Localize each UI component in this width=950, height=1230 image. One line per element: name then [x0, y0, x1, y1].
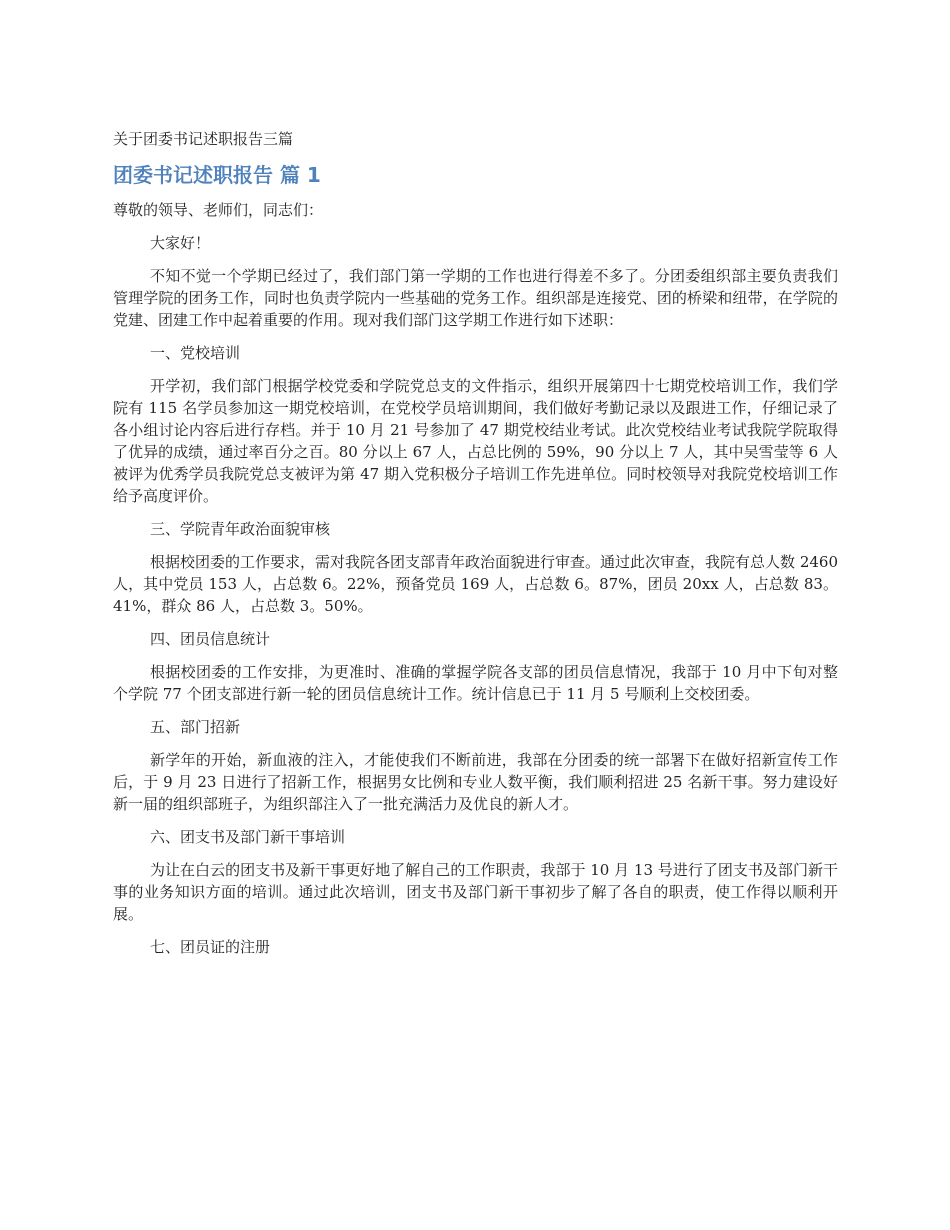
heading-member-statistics: 四、团员信息统计	[150, 630, 271, 648]
document-page	[113, 128, 838, 969]
paragraph-recruitment: 新学年的开始，新血液的注入，才能使我们不断前进，我部在分团委的统一部署下在做好招新宣传工作后，于 9 月 23 日进行了招新工作，根据男女比例和专业人数平衡，我们顺利招进 25 名新干事。努力建设好新一届的组织部班子，为组织部注入了一批充满活力及优良的新人才。	[113, 751, 838, 813]
heading-recruitment: 五、部门招新	[150, 718, 241, 736]
heading-member-card-registration: 七、团员证的注册	[150, 938, 271, 956]
heading-secretary-training: 六、团支书及部门新干事培训	[150, 828, 346, 846]
document-title: 关于团委书记述职报告三篇	[113, 130, 294, 148]
heading-political-status-review: 三、学院青年政治面貌审核	[150, 520, 331, 538]
paragraph-party-school-training: 开学初，我们部门根据学校党委和学院党总支的文件指示，组织开展第四十七期党校培训工作，我们学院有 115 名学员参加这一期党校培训，在党校学员培训期间，我们做好考勤记录以及跟进工作，仔细记录了各小组讨论内容后进行存档。并于 10 月 21 号参加了 47 期党校结业考试。此次党校结业考试我院学院取得了优异的成绩，通过率百分之百。80 分以上 67 人，占总比例的 59%，90 分以上 7 人，其中吴雪莹等 6 人被评为优秀学员我院党总支被评为第 47 期入党积极分子培训工作先进单位。同时校领导对我院党校培训工作给予高度评价。	[113, 377, 838, 505]
paragraph-member-statistics: 根据校团委的工作安排，为更准时、准确的掌握学院各支部的团员信息情况，我部于 10 月中下旬对整个学院 77 个团支部进行新一轮的团员信息统计工作。统计信息已于 11 月 5 号顺利上交校团委。	[113, 663, 838, 703]
intro-paragraph: 不知不觉一个学期已经过了，我们部门第一学期的工作也进行得差不多了。分团委组织部主要负责我们管理学院的团务工作，同时也负责学院内一些基础的党务工作。组织部是连接党、团的桥梁和纽带，在学院的党建、团建工作中起着重要的作用。现对我们部门这学期工作进行如下述职：	[113, 267, 838, 329]
heading-party-school-training: 一、党校培训	[150, 344, 241, 362]
section-heading: 团委书记述职报告 篇 1	[113, 163, 321, 187]
paragraph-secretary-training: 为让在白云的团支书及新干事更好地了解自己的工作职责，我部于 10 月 13 号进行了团支书及部门新干事的业务知识方面的培训。通过此次培训，团支书及部门新干事初步了解了各自的职责，使工作得以顺利开展。	[113, 861, 838, 923]
greeting: 尊敬的领导、老师们，同志们：	[113, 201, 324, 219]
paragraph-political-status-review: 根据校团委的工作要求，需对我院各团支部青年政治面貌进行审查。通过此次审查，我院有总人数 2460 人，其中党员 153 人，占总数 6。22%，预备党员 169 人，占总数 6。87%，团员 20xx 人，占总数 83。41%，群众 86 人，占总数 3。50%。	[113, 553, 838, 615]
salutation: 大家好！	[150, 234, 211, 252]
